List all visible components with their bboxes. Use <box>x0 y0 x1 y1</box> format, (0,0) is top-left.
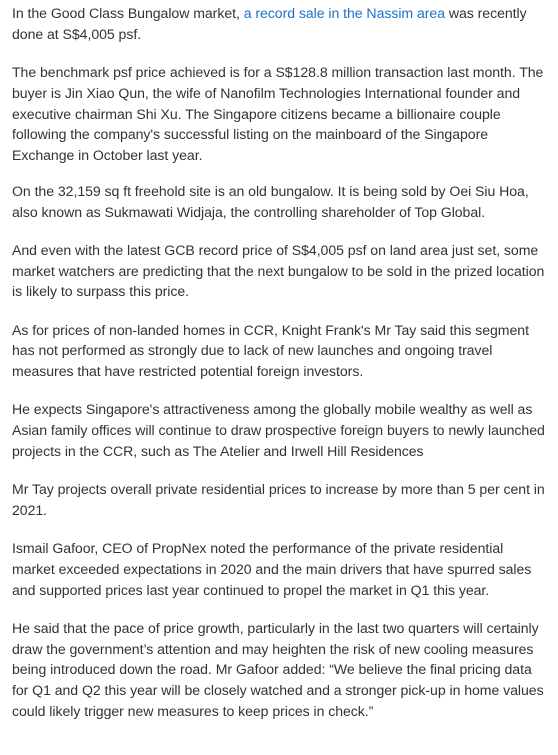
paragraph-benchmark-price: The benchmark psf price achieved is for a S$128.8 million transaction last month. The buyer is Jin Xiao Qun, the wife of Nanofilm Technologies International founder and executive chairman Shi Xu. The Singapore citizens became a billionaire couple following the company's successful listing on the mainboard of the Singapore Exchange in October last year. <box>12 64 544 163</box>
paragraph-foreign-buyers: He expects Singapore's attractiveness among the globally mobile wealthy as well as Asian family offices will continue to draw prospective foreign buyers to newly launched projects in the CCR, such as The Atelier and Irwell Hill Residences <box>12 401 545 459</box>
paragraph-cooling-measures: He said that the pace of price growth, particularly in the last two quarters will certainly draw the government’s attention and may heighten the risk of new cooling measures being introduced down the road. Mr Gafoor added: “We believe the final pricing data for Q1 and Q2 this year will be closely watched and a stronger pick-up in home values could likely trigger new measures to keep prices in check.” <box>12 619 544 719</box>
paragraph-text: In the Good Class Bungalow market, <box>12 5 244 21</box>
paragraph-non-landed-ccr: As for prices of non-landed homes in CCR, Knight Frank's Mr Tay said this segment has not performed as strongly due to lack of new launches and ongoing travel measures that have restricted potential foreign investors. <box>12 321 529 379</box>
paragraph-text: was recently done at S$4,005 psf. <box>12 5 527 42</box>
paragraph-propnex-performance: Ismail Gafoor, CEO of PropNex noted the performance of the private residential market exceeded expectations in 2020 and the main drivers that have spurred sales and supported prices last year continued to propel the market in Q1 this year. <box>12 540 532 598</box>
paragraph-freehold-site: On the 32,159 sq ft freehold site is an old bungalow. It is being sold by Oei Siu Hoa, also known as Sukmawati Widjaja, the controlling shareholder of Top Global. <box>12 182 529 220</box>
paragraph-price-projection: Mr Tay projects overall private residential prices to increase by more than 5 per cent in 2021. <box>12 481 545 518</box>
paragraph-gcb-record <box>12 3 546 45</box>
paragraph-market-watchers: And even with the latest GCB record price of S$4,005 psf on land area just set, some market watchers are predicting that the next bungalow to be sold in the prized location is likely to surpass this price. <box>12 241 545 300</box>
nassim-record-sale-link[interactable]: a record sale in the Nassim area <box>243 5 445 21</box>
